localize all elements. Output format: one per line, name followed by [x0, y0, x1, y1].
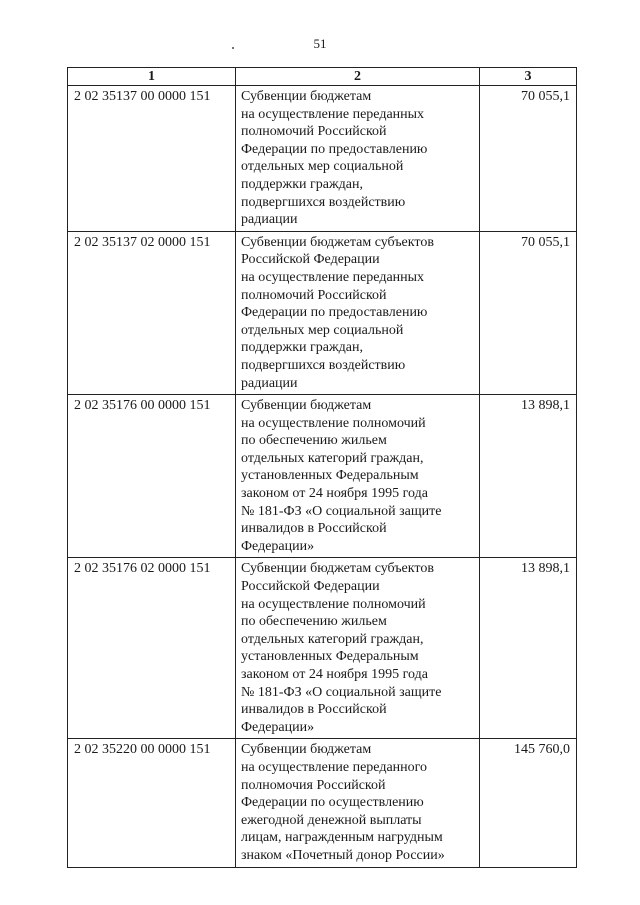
- budget-table: [67, 67, 577, 868]
- scan-speck: [232, 47, 234, 49]
- table-row: [68, 231, 577, 394]
- description-line: инвалидов в Российской: [241, 521, 387, 537]
- description-line: полномочий Российской: [241, 287, 387, 303]
- description-line: подвергшихся воздействию: [241, 357, 406, 373]
- description-line: поддержки граждан,: [241, 176, 363, 192]
- description-line: Федерации по предоставлению: [241, 141, 428, 157]
- amount-cell: 70 055,1: [480, 86, 577, 232]
- description-line: установленных Федеральным: [241, 468, 419, 484]
- budget-code-cell: 2 02 35137 00 0000 151: [68, 86, 236, 232]
- table-row: [68, 86, 577, 232]
- description-cell: [236, 395, 480, 558]
- header-col-2: 2: [236, 68, 480, 86]
- budget-code-cell: 2 02 35176 02 0000 151: [68, 558, 236, 739]
- description-line: лицам, награжденным нагрудным: [241, 830, 443, 846]
- page-number: 51: [313, 36, 327, 51]
- description-line: на осуществление переданных: [241, 269, 425, 285]
- description-line: законом от 24 ноября 1995 года: [241, 667, 428, 682]
- amount-cell: 70 055,1: [480, 231, 577, 394]
- table-body: [68, 86, 577, 868]
- budget-code-cell: 2 02 35137 02 0000 151: [68, 231, 236, 394]
- description-line: Российской Федерации: [241, 579, 380, 595]
- table-row: [68, 558, 577, 739]
- description-line: полномочия Российской: [241, 777, 386, 793]
- description-line: ежегодной денежной выплаты: [241, 812, 422, 828]
- description-line: на осуществление переданных: [241, 106, 425, 122]
- description-line: на осуществление полномочий: [241, 415, 426, 431]
- description-line: отдельных мер социальной: [241, 322, 404, 338]
- amount-cell: 145 760,0: [480, 739, 577, 867]
- description-line: Субвенции бюджетам: [241, 89, 372, 104]
- description-line: по обеспечению жильем: [241, 614, 387, 630]
- table-row: [68, 395, 577, 558]
- description-line: отдельных категорий граждан,: [241, 631, 424, 647]
- description-line: знаком «Почетный донор России»: [241, 847, 445, 863]
- description-cell: [236, 231, 480, 394]
- description-line: Субвенции бюджетам: [241, 742, 372, 758]
- description-line: Федерации по предоставлению: [241, 305, 428, 321]
- description-line: на осуществление переданного: [241, 759, 428, 775]
- description-line: радиации: [241, 375, 298, 391]
- description-line: № 181-ФЗ «О социальной защите: [241, 684, 442, 700]
- description-line: установленных Федеральным: [241, 649, 419, 665]
- description-line: по обеспечению жильем: [241, 433, 387, 449]
- description-line: поддержки граждан,: [241, 340, 363, 356]
- description-line: на осуществление полномочий: [241, 596, 426, 612]
- description-cell: [236, 86, 480, 232]
- header-row: [68, 68, 577, 86]
- description-line: Российской Федерации: [241, 252, 380, 268]
- amount-cell: 13 898,1: [480, 558, 577, 739]
- description-cell: [236, 558, 480, 739]
- description-line: Федерации»: [241, 719, 315, 735]
- description-line: подвергшихся воздействию: [241, 194, 406, 210]
- description-cell: [236, 739, 480, 867]
- budget-code-cell: 2 02 35220 00 0000 151: [68, 739, 236, 867]
- description-line: Субвенции бюджетам субъектов: [241, 561, 434, 577]
- header-col-1: 1: [68, 68, 236, 86]
- description-line: полномочий Российской: [241, 124, 387, 140]
- description-line: отдельных категорий граждан,: [241, 450, 424, 466]
- description-line: Субвенции бюджетам субъектов: [241, 234, 434, 250]
- description-line: законом от 24 ноября 1995 года: [241, 486, 428, 502]
- budget-code-cell: 2 02 35176 00 0000 151: [68, 395, 236, 558]
- amount-cell: 13 898,1: [480, 395, 577, 558]
- description-line: радиации: [241, 212, 298, 228]
- header-col-3: 3: [480, 68, 577, 86]
- description-line: Субвенции бюджетам: [241, 398, 372, 414]
- description-line: инвалидов в Российской: [241, 702, 387, 718]
- table-row: [68, 739, 577, 867]
- description-line: Федерации по осуществлению: [241, 795, 424, 811]
- description-line: № 181-ФЗ «О социальной защите: [241, 503, 442, 519]
- description-line: отдельных мер социальной: [241, 159, 404, 175]
- description-line: Федерации»: [241, 538, 315, 554]
